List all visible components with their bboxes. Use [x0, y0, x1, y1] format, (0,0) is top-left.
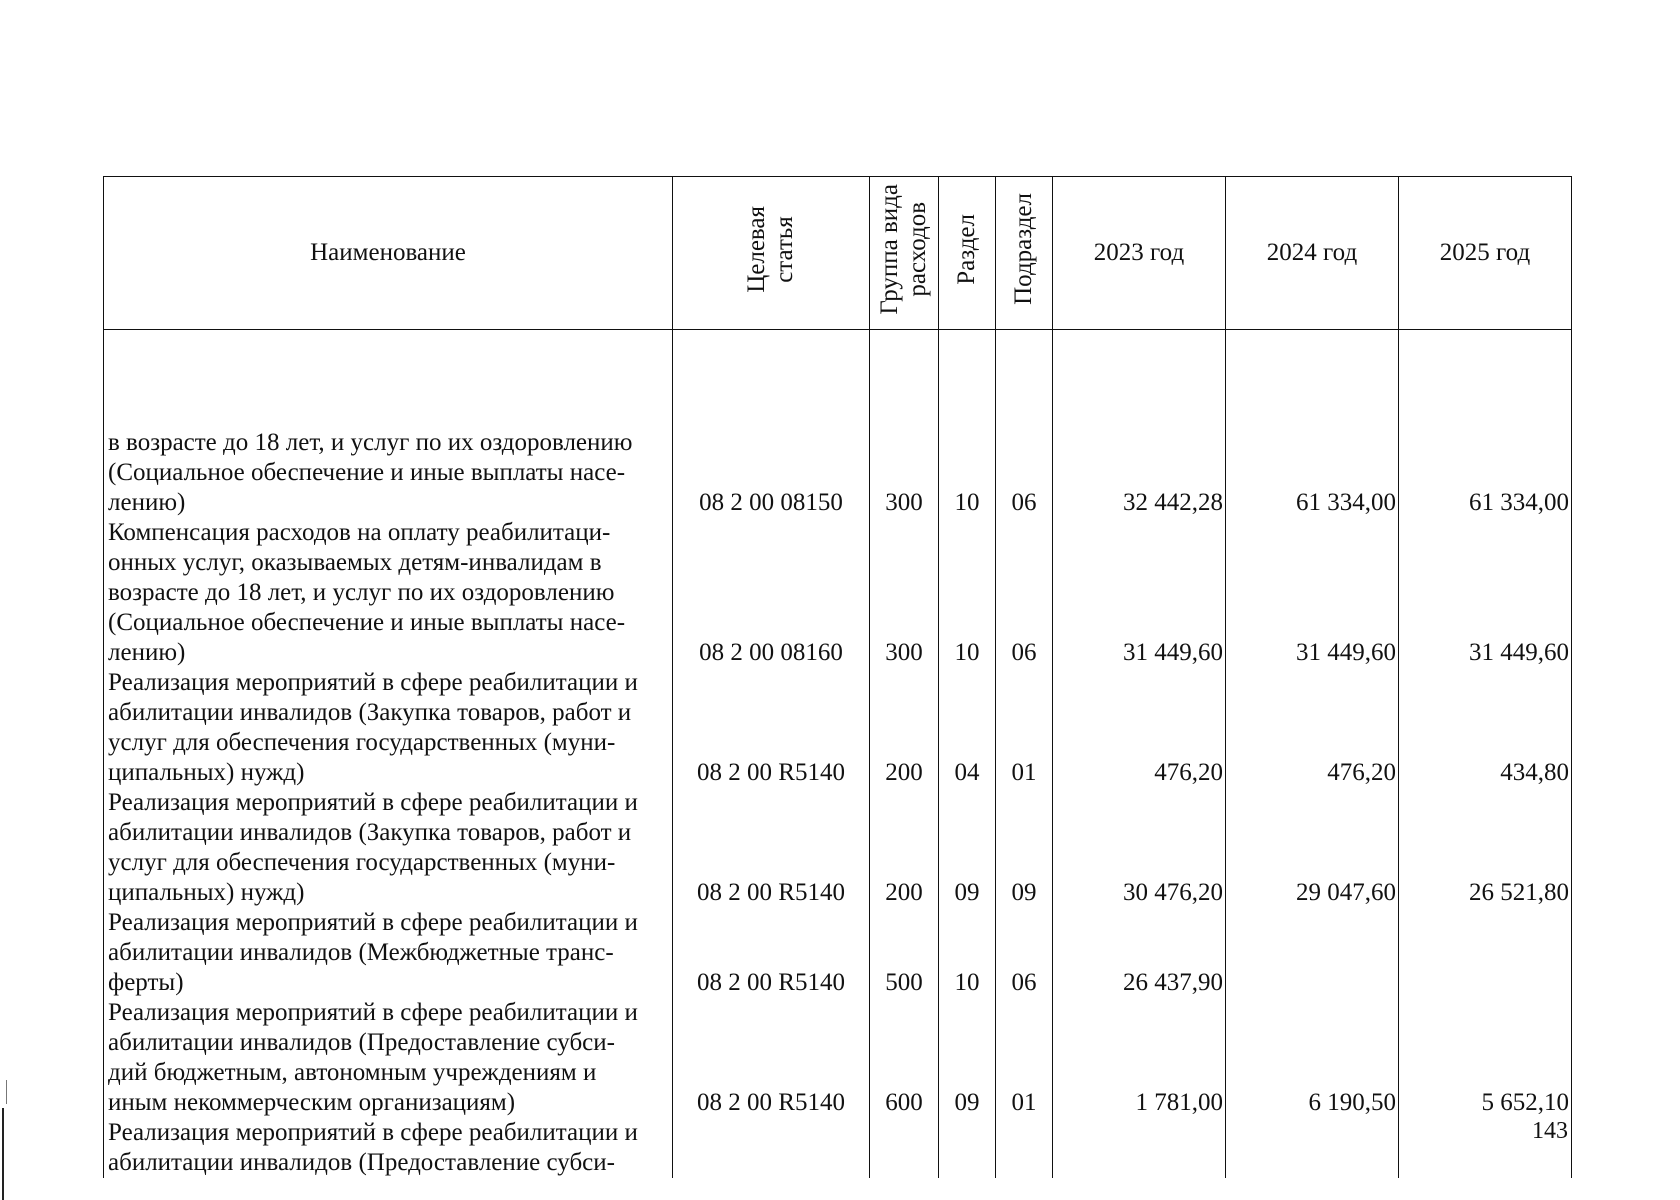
table-row	[104, 518, 1572, 668]
row-name-line: иным некоммерческим организациям)	[108, 1089, 516, 1116]
row-section: 09	[939, 788, 996, 908]
row-amount-2025: 5 652,10	[1399, 998, 1572, 1118]
row-section: 10	[939, 518, 996, 668]
table-row	[104, 998, 1572, 1118]
row-name-line: абилитации инвалидов (Предоставление субси-	[108, 1029, 615, 1056]
row-section: 10	[939, 330, 996, 519]
header-target-line-2: статья	[771, 215, 798, 283]
row-name-line: онных услуг, оказываемых детям-инвалидам в	[108, 549, 602, 576]
row-amount-2024: 61 334,00	[1226, 330, 1399, 519]
header-group-line-2: расходов	[904, 201, 931, 297]
row-amount-2025: 26 521,80	[1399, 788, 1572, 908]
row-subsection: 01	[996, 998, 1053, 1118]
row-amount-2023: 1 781,00	[1053, 998, 1226, 1118]
row-amount-2024: 6 190,50	[1226, 998, 1399, 1118]
header-year-2023: 2023 год	[1053, 177, 1226, 330]
row-amount-2023: 32 442,28	[1053, 330, 1226, 519]
row-empty-cell	[996, 1118, 1053, 1178]
row-subsection: 09	[996, 788, 1053, 908]
row-name-line: ципальных) нужд)	[108, 759, 305, 786]
page-number: 143	[1532, 1118, 1568, 1144]
row-name-line: абилитации инвалидов (Закупка товаров, работ и	[108, 819, 632, 846]
row-empty-cell	[1053, 1118, 1226, 1178]
row-name-cell	[104, 998, 673, 1118]
row-target-article: 08 2 00 R5140	[673, 668, 870, 788]
row-expense-group: 200	[870, 668, 939, 788]
row-expense-group: 600	[870, 998, 939, 1118]
row-name-line: услуг для обеспечения государственных (муни-	[108, 729, 616, 756]
row-name-line: лению)	[108, 639, 186, 666]
row-target-article: 08 2 00 08150	[673, 330, 870, 519]
row-expense-group: 500	[870, 908, 939, 998]
header-year-2024: 2024 год	[1226, 177, 1399, 330]
header-year-2025: 2025 год	[1399, 177, 1572, 330]
scan-edge-mark-small	[6, 1080, 7, 1104]
table-row-partial	[104, 1118, 1572, 1178]
row-amount-2025: 61 334,00	[1399, 330, 1572, 519]
header-expense-group	[870, 177, 939, 330]
header-target-line-1: Целевая	[743, 205, 770, 293]
row-name-line: в возрасте до 18 лет, и услуг по их оздоровлению	[108, 429, 633, 456]
row-target-article: 08 2 00 R5140	[673, 998, 870, 1118]
header-group-line-1: Группа вида	[876, 183, 903, 315]
row-amount-2023: 476,20	[1053, 668, 1226, 788]
row-subsection: 06	[996, 330, 1053, 519]
row-name-line: Компенсация расходов на оплату реабилитаци-	[108, 519, 611, 546]
table-row	[104, 788, 1572, 908]
header-subsection: Подраздел	[996, 177, 1053, 330]
row-expense-group: 300	[870, 518, 939, 668]
row-amount-2024: 476,20	[1226, 668, 1399, 788]
row-amount-2024	[1226, 908, 1399, 998]
row-name-line: услуг для обеспечения государственных (муни-	[108, 849, 616, 876]
row-name-line: абилитации инвалидов (Межбюджетные транс-	[108, 939, 614, 966]
row-name-line: абилитации инвалидов (Закупка товаров, работ и	[108, 699, 632, 726]
table-row	[104, 668, 1572, 788]
scan-edge-mark	[2, 1108, 4, 1200]
header-target-article	[673, 177, 870, 330]
row-name-line: Реализация мероприятий в сфере реабилитации и	[108, 1119, 638, 1146]
row-expense-group: 300	[870, 330, 939, 519]
header-name: Наименование	[104, 177, 673, 330]
row-amount-2023: 26 437,90	[1053, 908, 1226, 998]
row-name-line: (Социальное обеспечение и иные выплаты насе-	[108, 609, 626, 636]
row-amount-2023: 30 476,20	[1053, 788, 1226, 908]
row-name-line: Реализация мероприятий в сфере реабилитации и	[108, 999, 638, 1026]
row-section: 04	[939, 668, 996, 788]
row-name-cell	[104, 1118, 673, 1178]
row-amount-2024: 29 047,60	[1226, 788, 1399, 908]
budget-table	[103, 176, 1572, 1178]
row-name-cell	[104, 518, 673, 668]
row-target-article: 08 2 00 08160	[673, 518, 870, 668]
header-section: Раздел	[939, 177, 996, 330]
row-amount-2025: 31 449,60	[1399, 518, 1572, 668]
row-name-cell	[104, 788, 673, 908]
row-name-cell	[104, 908, 673, 998]
row-section: 09	[939, 998, 996, 1118]
row-expense-group: 200	[870, 788, 939, 908]
table-header-row	[104, 177, 1572, 330]
row-subsection: 06	[996, 908, 1053, 998]
row-amount-2025	[1399, 908, 1572, 998]
row-name-line: Реализация мероприятий в сфере реабилитации и	[108, 789, 638, 816]
row-name-line: Реализация мероприятий в сфере реабилитации и	[108, 669, 638, 696]
row-empty-cell	[870, 1118, 939, 1178]
row-name-line: (Социальное обеспечение и иные выплаты насе-	[108, 459, 626, 486]
table-row	[104, 908, 1572, 998]
table-row	[104, 330, 1572, 519]
table-body	[104, 330, 1572, 1179]
row-name-line: абилитации инвалидов (Предоставление субси-	[108, 1149, 615, 1176]
row-name-line: лению)	[108, 489, 186, 516]
row-subsection: 06	[996, 518, 1053, 668]
row-name-line: дий бюджетным, автономным учреждениям и	[108, 1059, 597, 1086]
row-name-cell	[104, 330, 673, 519]
row-amount-2025: 434,80	[1399, 668, 1572, 788]
row-empty-cell	[673, 1118, 870, 1178]
row-section: 10	[939, 908, 996, 998]
row-name-line: ферты)	[108, 969, 184, 996]
row-name-line: ципальных) нужд)	[108, 879, 305, 906]
row-subsection: 01	[996, 668, 1053, 788]
row-target-article: 08 2 00 R5140	[673, 788, 870, 908]
row-empty-cell	[939, 1118, 996, 1178]
row-amount-2023: 31 449,60	[1053, 518, 1226, 668]
row-amount-2024: 31 449,60	[1226, 518, 1399, 668]
row-target-article: 08 2 00 R5140	[673, 908, 870, 998]
row-empty-cell	[1226, 1118, 1399, 1178]
row-name-line: возрасте до 18 лет, и услуг по их оздоровлению	[108, 579, 615, 606]
row-name-cell	[104, 668, 673, 788]
row-name-line: Реализация мероприятий в сфере реабилитации и	[108, 909, 638, 936]
